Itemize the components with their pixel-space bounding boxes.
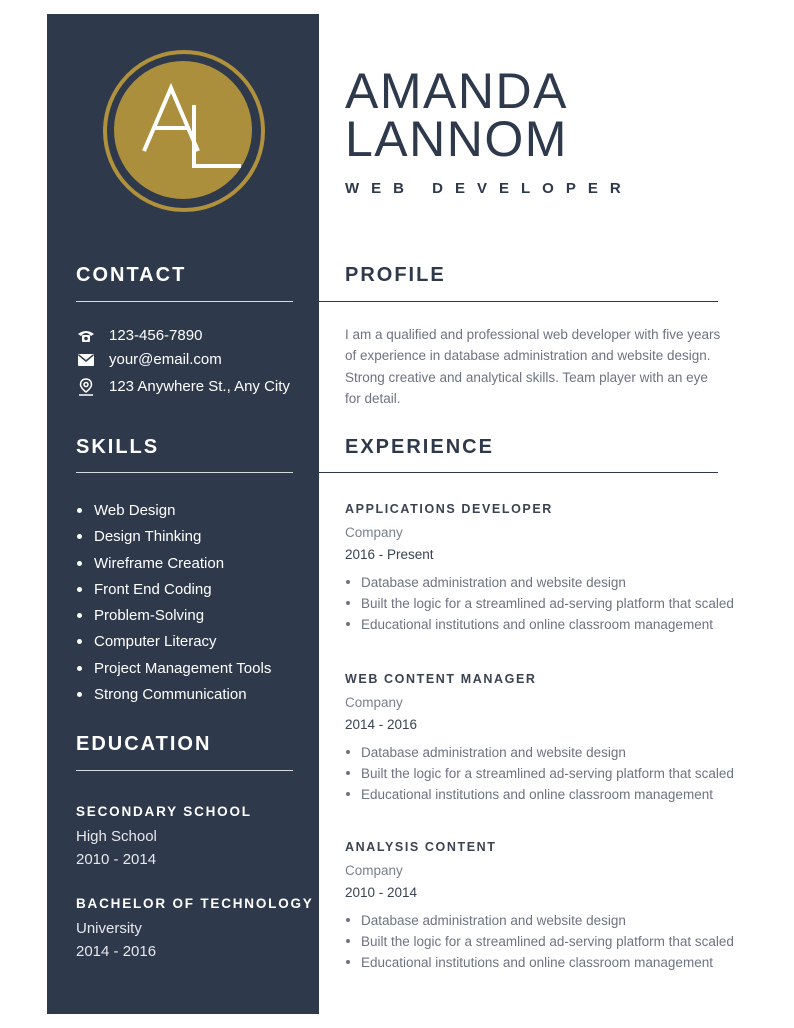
skill-item: Project Management Tools — [76, 658, 271, 684]
job-bullet: Database administration and website design — [345, 572, 741, 593]
experience-heading: EXPERIENCE — [345, 436, 494, 458]
education-years: 2014 - 2016 — [76, 943, 157, 960]
job-entry — [345, 838, 745, 974]
job-bullets — [345, 910, 745, 974]
profile-divider — [319, 301, 718, 302]
job-bullet: Built the logic for a streamlined ad-serving platform that scaled — [345, 763, 741, 784]
job-bullet: Built the logic for a streamlined ad-serving platform that scaled — [345, 931, 741, 952]
phone-text: 123-456-7890 — [109, 327, 203, 344]
profile-heading: PROFILE — [345, 264, 446, 286]
job-company: Company — [345, 525, 403, 540]
education-years: 2010 - 2014 — [76, 851, 157, 868]
contact-email — [76, 349, 222, 371]
job-dates: 2016 - Present — [345, 547, 434, 562]
education-school: University — [76, 920, 142, 937]
job-dates: 2014 - 2016 — [345, 717, 418, 732]
experience-divider — [319, 472, 718, 473]
skill-item: Strong Communication — [76, 684, 271, 710]
skill-item: Web Design — [76, 500, 271, 526]
job-company: Company — [345, 863, 403, 878]
job-bullets — [345, 742, 745, 806]
job-role: WEB CONTENT MANAGER — [345, 672, 537, 686]
education-divider — [76, 770, 293, 771]
address-text: 123 Anywhere St., Any City — [109, 378, 290, 395]
name-last: LANNOM — [345, 111, 568, 167]
skill-item: Computer Literacy — [76, 631, 271, 657]
contact-heading: CONTACT — [76, 264, 187, 286]
job-title: WEB DEVELOPER — [345, 180, 633, 197]
contact-address — [76, 376, 290, 398]
job-bullet: Educational institutions and online classroom management — [345, 784, 741, 805]
job-bullet: Educational institutions and online classroom management — [345, 952, 741, 973]
skills-divider — [76, 472, 293, 473]
education-heading: EDUCATION — [76, 733, 212, 755]
email-text: your@email.com — [109, 351, 222, 368]
skills-heading: SKILLS — [76, 436, 160, 458]
skill-item: Problem-Solving — [76, 605, 271, 631]
education-school: High School — [76, 828, 157, 845]
envelope-icon — [76, 351, 96, 369]
skill-item: Design Thinking — [76, 526, 271, 552]
skills-list — [76, 500, 271, 710]
job-bullets — [345, 572, 745, 636]
job-bullet: Database administration and website design — [345, 910, 741, 931]
monogram-logo — [114, 61, 252, 199]
job-bullet: Database administration and website design — [345, 742, 741, 763]
job-role: ANALYSIS CONTENT — [345, 840, 497, 854]
job-role: APPLICATIONS DEVELOPER — [345, 502, 553, 516]
job-bullet: Built the logic for a streamlined ad-serving platform that scaled — [345, 593, 741, 614]
job-entry — [345, 500, 745, 636]
phone-icon — [76, 327, 96, 345]
contact-divider — [76, 301, 293, 302]
name-first: AMANDA — [345, 63, 568, 119]
job-bullet: Educational institutions and online classroom management — [345, 614, 741, 635]
profile-text: I am a qualified and professional web developer with five years of experience in database administration and website design. Strong creative and analytical skills. Team player with an eye for detail. — [345, 327, 721, 406]
contact-phone — [76, 325, 203, 347]
skill-item: Front End Coding — [76, 579, 271, 605]
job-company: Company — [345, 695, 403, 710]
skill-item: Wireframe Creation — [76, 553, 271, 579]
job-dates: 2010 - 2014 — [345, 885, 418, 900]
job-entry — [345, 670, 745, 806]
education-degree: BACHELOR OF TECHNOLOGY — [76, 896, 314, 911]
education-degree: SECONDARY SCHOOL — [76, 804, 252, 819]
location-pin-icon — [76, 378, 96, 396]
